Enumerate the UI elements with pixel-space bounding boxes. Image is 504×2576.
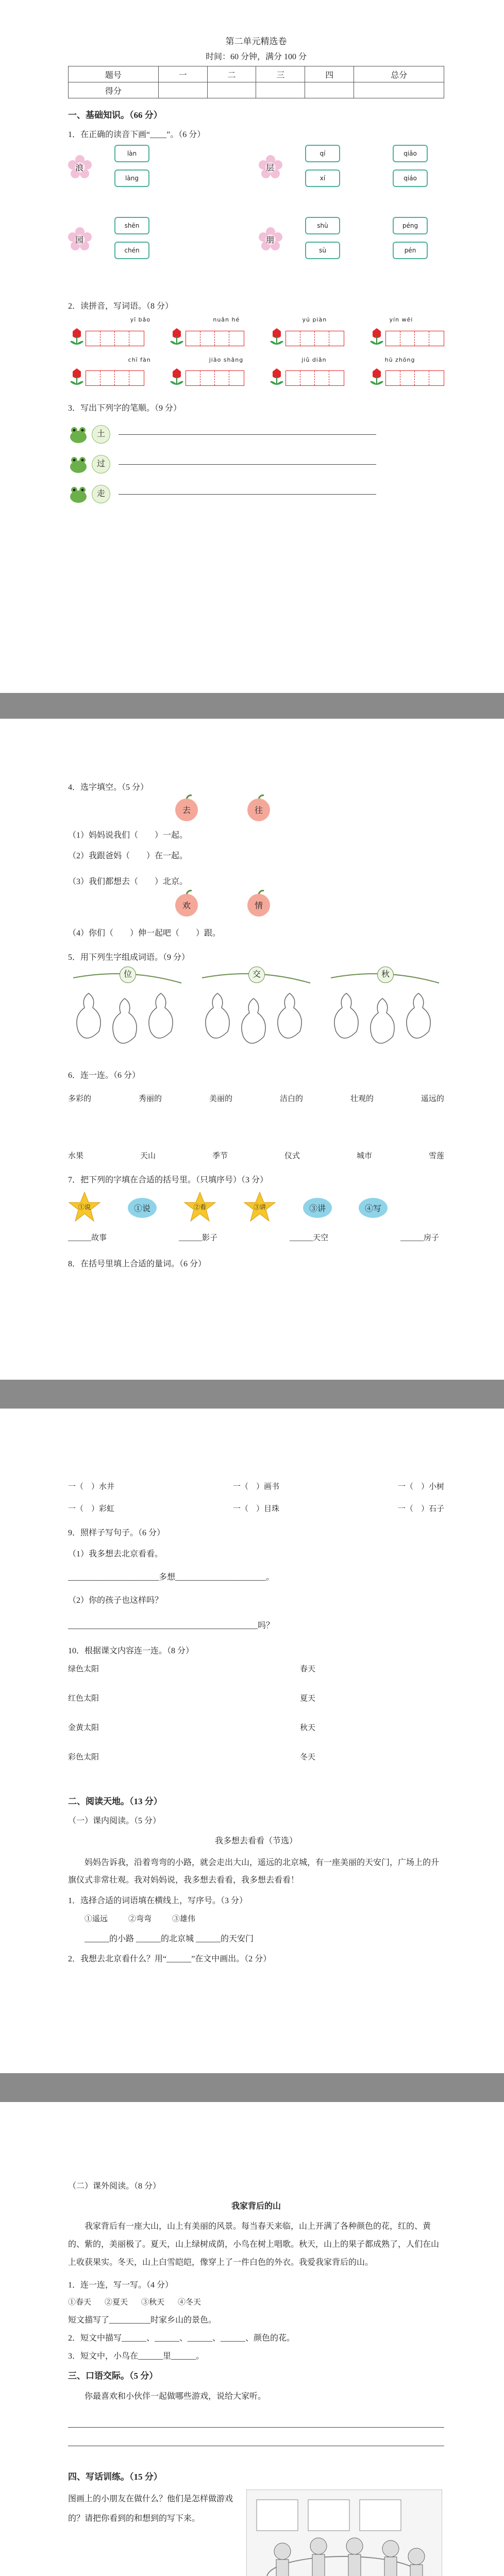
q10-matching [68, 1663, 444, 1792]
q6-noun[interactable]: 天山 [140, 1152, 156, 1160]
gourd-group [197, 968, 315, 1055]
q10-left[interactable]: 彩色太阳 [68, 1753, 99, 1761]
gourd-group [326, 968, 444, 1055]
tulip-icon [168, 366, 186, 386]
answer-line[interactable] [119, 434, 376, 435]
page-2 [0, 719, 504, 1380]
q2-pinyin: nuǎn hé [213, 316, 240, 323]
pinyin-option[interactable]: qiǎo [393, 145, 428, 162]
q6-bottom-row [68, 1150, 444, 1161]
reading2-option: ②夏天 [105, 2298, 128, 2307]
tulip-icon [268, 326, 285, 346]
q5-char: 位 [120, 967, 136, 983]
reading2-option: ①春天 [68, 2298, 92, 2307]
q10-left[interactable]: 金黄太阳 [68, 1724, 99, 1732]
pinyin-option[interactable]: làn [114, 145, 149, 162]
q1-prompt: 1．在正确的读音下画“____”。（6 分） [68, 130, 206, 139]
score-cell: 一 [158, 66, 207, 82]
flower-card [259, 227, 282, 253]
q10-right[interactable]: 秋天 [300, 1724, 316, 1732]
tulip-icon [368, 366, 385, 386]
q4-item4: （4）你们（ ）伸一起吧（ ）跟。 [68, 929, 221, 938]
score-cell: 总分 [354, 66, 444, 82]
q1-char: 园 [75, 236, 84, 245]
q2-pinyin: jiǔ diǎn [301, 356, 327, 363]
apple-card [243, 792, 274, 826]
q6-noun[interactable]: 仪式 [284, 1152, 300, 1160]
reading2-q3[interactable]: 3．短文中，小鸟在______里______。 [68, 2351, 205, 2361]
children-playing-illustration [246, 2489, 442, 2576]
writing-grid[interactable] [86, 370, 144, 386]
score-cell: 得分 [69, 82, 159, 98]
passage2-text: 我家背后有一座大山，山上有美丽的风景。每当春天来临，山上开满了各种颜色的花，红的、黄的、紫的，美丽极了。夏天，山上绿树成荫，小鸟在树上唱歌。秋天，山上的果子都成熟了，人们在山上收获果实。冬天，山上白雪皑皑，像穿上了一件白色的外衣。我爱我家背后的山。 [68, 2222, 440, 2267]
q2-grid-row1 [68, 326, 444, 346]
writing-prompt: 图画上的小朋友在做什么？他们是怎样做游戏的？请把你看到的和想到的写下来。 [68, 2494, 233, 2523]
q2-pinyin: yú piàn [302, 316, 327, 323]
score-cell [305, 82, 354, 98]
q1-char: 朋 [266, 236, 275, 245]
q3-prompt: 3．写出下列字的笔顺。（9 分） [68, 404, 182, 413]
q4-char: 情 [255, 902, 263, 910]
page-separator [0, 693, 504, 719]
q7-blanks [68, 1232, 439, 1243]
writing-grid[interactable] [86, 331, 144, 346]
q9-prompt: 9．照样子写句子。（6 分） [68, 1529, 165, 1537]
part4-heading: 四、写话训练。（15 分） [68, 2471, 162, 2482]
q2-pinyin: chī fàn [128, 356, 151, 363]
q6-noun[interactable]: 雪莲 [428, 1152, 444, 1160]
part1-heading: 一、基础知识。（66 分） [68, 110, 162, 120]
score-table [68, 66, 444, 98]
q4-block [68, 792, 444, 921]
tulip-icon [68, 326, 86, 346]
score-cell [158, 82, 207, 98]
pinyin-option[interactable]: shù [305, 217, 340, 234]
reading1-title: （一）课内阅读。（5 分） [68, 1817, 161, 1825]
score-cell [256, 82, 305, 98]
q4-char: 去 [182, 806, 191, 815]
q6-adjective[interactable]: 洁白的 [279, 1095, 303, 1103]
reading2-q1: 1．连一连，写一写。（4 分） [68, 2280, 174, 2290]
q2-prompt: 2．读拼音，写词语。（8 分） [68, 302, 174, 311]
q9-blank2[interactable]: ______________________________________________吗？ [68, 1621, 275, 1630]
q6-top-row [68, 1093, 444, 1104]
reading-option: ①遥远 [85, 1915, 108, 1924]
q4-item: （1）妈妈说我们（ ）一起。 [68, 831, 188, 840]
q9-blank1[interactable]: ______________________多想______________________。 [68, 1573, 275, 1582]
pinyin-option[interactable]: chén [114, 242, 149, 259]
answer-line[interactable] [119, 464, 376, 465]
q7-blank[interactable]: ______故事 [68, 1234, 107, 1242]
flower-card [68, 227, 92, 253]
q8-item[interactable]: 一（ ）小树 [397, 1483, 444, 1491]
q10-right[interactable]: 夏天 [300, 1694, 316, 1703]
tulip-icon [168, 326, 186, 346]
reading-q1: 1．选择合适的词语填在横线上，写序号。（3 分） [68, 1896, 248, 1906]
q7-option: ③讲 [253, 1204, 266, 1211]
page-4 [0, 2102, 504, 2576]
apple-card [243, 888, 274, 921]
tulip-icon [368, 326, 385, 346]
q8-row2 [68, 1503, 444, 1514]
score-cell [354, 82, 444, 98]
q2-grid-row2 [68, 366, 444, 386]
q2-pinyin: yín wēi [389, 316, 413, 323]
pinyin-option[interactable]: xí [305, 170, 340, 187]
q4-item: （2）我跟爸妈（ ）在一起。 [68, 852, 188, 860]
pinyin-option[interactable]: qí [305, 145, 340, 162]
q9-sentence2: （2）你的孩子也这样吗？ [68, 1596, 163, 1605]
score-cell: 三 [256, 66, 305, 82]
q7-option: ①说 [78, 1204, 91, 1211]
q4-item: （3）我们都想去（ ）北京。 [68, 877, 188, 886]
q7-option: ①说 [128, 1198, 157, 1218]
reading-option: ②弯弯 [128, 1915, 152, 1924]
q2-pinyin-row1 [68, 316, 444, 323]
q3-rows [68, 419, 444, 509]
writing-grid[interactable] [186, 331, 244, 346]
apple-card [171, 792, 202, 826]
flower-card [259, 155, 282, 181]
page-separator [0, 1380, 504, 1409]
tulip-icon [268, 366, 285, 386]
q10-prompt: 10．根据课文内容连一连。（8 分） [68, 1647, 194, 1655]
flower-card [68, 155, 92, 181]
frog-icon [68, 424, 89, 445]
q10-left[interactable]: 红色太阳 [68, 1694, 99, 1703]
q1-char: 浪 [75, 164, 84, 173]
writing-grid[interactable] [285, 331, 344, 346]
q2-pinyin: hū zhōng [384, 356, 415, 363]
gourd-group [68, 968, 187, 1055]
writing-grid[interactable] [285, 370, 344, 386]
passage-text: 妈妈告诉我，沿着弯弯的小路，就会走出大山，遥远的北京城，有一座美丽的天安门，广场上的升旗仪式非常壮观。我对妈妈说，我多想去看看，我多想去看看！ [68, 1858, 440, 1885]
q4-char: 往 [255, 806, 263, 815]
q3-char: 走 [92, 485, 110, 503]
pinyin-option[interactable]: péng [393, 217, 428, 234]
q6-noun[interactable]: 水果 [68, 1152, 84, 1160]
q8-item[interactable]: 一（ ）石子 [397, 1505, 444, 1513]
page-separator [0, 2073, 504, 2102]
q2-pinyin-row2 [68, 357, 444, 363]
q8-prompt: 8．在括号里填上合适的量词。（6 分） [68, 1260, 207, 1268]
q7-option: ③讲 [303, 1198, 332, 1218]
reading2-q1-options [68, 2296, 444, 2307]
reading2-option: ③秋天 [141, 2298, 165, 2307]
part2-heading: 二、阅读天地。（13 分） [68, 1797, 162, 1806]
writing-grid[interactable] [186, 370, 244, 386]
q5-prompt: 5．用下列生字组成词语。（9 分） [68, 953, 190, 962]
q5-gourds [68, 968, 444, 1055]
reading2-q2[interactable]: 2．短文中描写______、______、______、______、颜色的花。 [68, 2333, 295, 2343]
q7-options [68, 1190, 388, 1226]
q6-prompt: 6．连一连。（6 分） [68, 1071, 141, 1080]
score-cell: 题号 [69, 66, 159, 82]
q7-option: ④写 [359, 1198, 388, 1218]
q2-pinyin: yī bǎo [130, 316, 151, 323]
q6-adjective[interactable]: 美丽的 [209, 1095, 232, 1103]
reading-q2: 2．我想去北京看什么？用“______”在文中画出。（2 分） [68, 1955, 272, 1964]
q7-option: ②看 [193, 1204, 206, 1211]
page-1 [0, 0, 504, 693]
score-cell [207, 82, 256, 98]
oral-lines [68, 2412, 444, 2449]
answer-line[interactable] [119, 494, 376, 495]
q4-prompt: 4．选字填空。（5 分） [68, 783, 149, 792]
reading-q1-blank[interactable]: ______的小路 ______的北京城 ______的天安门 [85, 1935, 254, 1944]
apple-card [171, 888, 202, 921]
q8-item[interactable]: 一（ ）画书 [232, 1483, 279, 1491]
page-3 [0, 1409, 504, 2073]
q1-rows [68, 145, 444, 284]
pinyin-option[interactable]: làng [114, 170, 149, 187]
paper-subtitle: 时间：60 分钟，满分 100 分 [205, 53, 307, 61]
q8-item[interactable]: 一（ ）目珠 [232, 1505, 279, 1513]
q6-noun[interactable]: 季节 [212, 1152, 228, 1160]
pinyin-option[interactable]: pén [393, 242, 428, 259]
q6-noun[interactable]: 城市 [356, 1152, 372, 1160]
q7-prompt: 7．把下列的字填在合适的括号里。（只填序号）（3 分） [68, 1176, 268, 1184]
frog-icon [68, 454, 89, 474]
q10-right[interactable]: 春天 [300, 1665, 316, 1673]
writing-grid[interactable] [385, 331, 444, 346]
q6-adjective[interactable]: 遥远的 [421, 1095, 444, 1103]
pinyin-option[interactable]: shēn [114, 217, 149, 234]
q6-adjective[interactable]: 秀丽的 [138, 1095, 162, 1103]
score-cell: 二 [207, 66, 256, 82]
q3-char: 土 [92, 425, 110, 444]
q6-adjective[interactable]: 多彩的 [68, 1095, 92, 1103]
answer-line[interactable] [68, 2412, 444, 2428]
q10-left[interactable]: 绿色太阳 [68, 1665, 99, 1673]
frog-icon [68, 484, 89, 504]
q9-sentence1: （1）我多想去北京看看。 [68, 1550, 163, 1558]
writing-grid[interactable] [385, 370, 444, 386]
passage-title: 我多想去看看（节选） [214, 1837, 297, 1845]
reading2-title: （二）课外阅读。（8 分） [68, 2182, 161, 2191]
reading2-option: ④冬天 [178, 2298, 201, 2307]
q4-char: 欢 [182, 902, 191, 910]
q7-blank[interactable]: ______天空 [289, 1234, 328, 1242]
q6-adjective[interactable]: 壮观的 [350, 1095, 374, 1103]
q8-row1 [68, 1481, 444, 1492]
answer-line[interactable] [68, 2430, 444, 2446]
reading-option: ③雄伟 [172, 1915, 196, 1924]
q10-right[interactable]: 冬天 [300, 1753, 316, 1761]
paper-title: 第二单元精选卷 [225, 37, 287, 46]
part3-heading: 三、口语交际。（5 分） [68, 2370, 158, 2381]
q1-char: 层 [266, 164, 275, 173]
passage2-title: 我家背后的山 [231, 2202, 281, 2211]
q5-char: 秋 [377, 967, 394, 983]
reading2-q1-fill[interactable]: 短文描写了__________时家乡山的景色。 [68, 2315, 217, 2325]
tulip-icon [68, 366, 86, 386]
q3-char: 过 [92, 455, 110, 473]
reading-q1-options [68, 1913, 444, 1924]
q7-blank[interactable]: ______影子 [178, 1234, 217, 1242]
q5-char: 交 [248, 967, 265, 983]
q8-item[interactable]: 一（ ）水井 [68, 1483, 115, 1491]
oral-prompt: 你最喜欢和小伙伴一起做哪些游戏，说给大家听。 [85, 2392, 266, 2401]
q7-blank[interactable]: ______房子 [400, 1234, 439, 1242]
pinyin-option[interactable]: sù [305, 242, 340, 259]
q8-item[interactable]: 一（ ）彩虹 [68, 1505, 115, 1513]
q2-pinyin: jiāo shǎng [209, 356, 244, 363]
score-cell: 四 [305, 66, 354, 82]
pinyin-option[interactable]: qiáo [393, 170, 428, 187]
